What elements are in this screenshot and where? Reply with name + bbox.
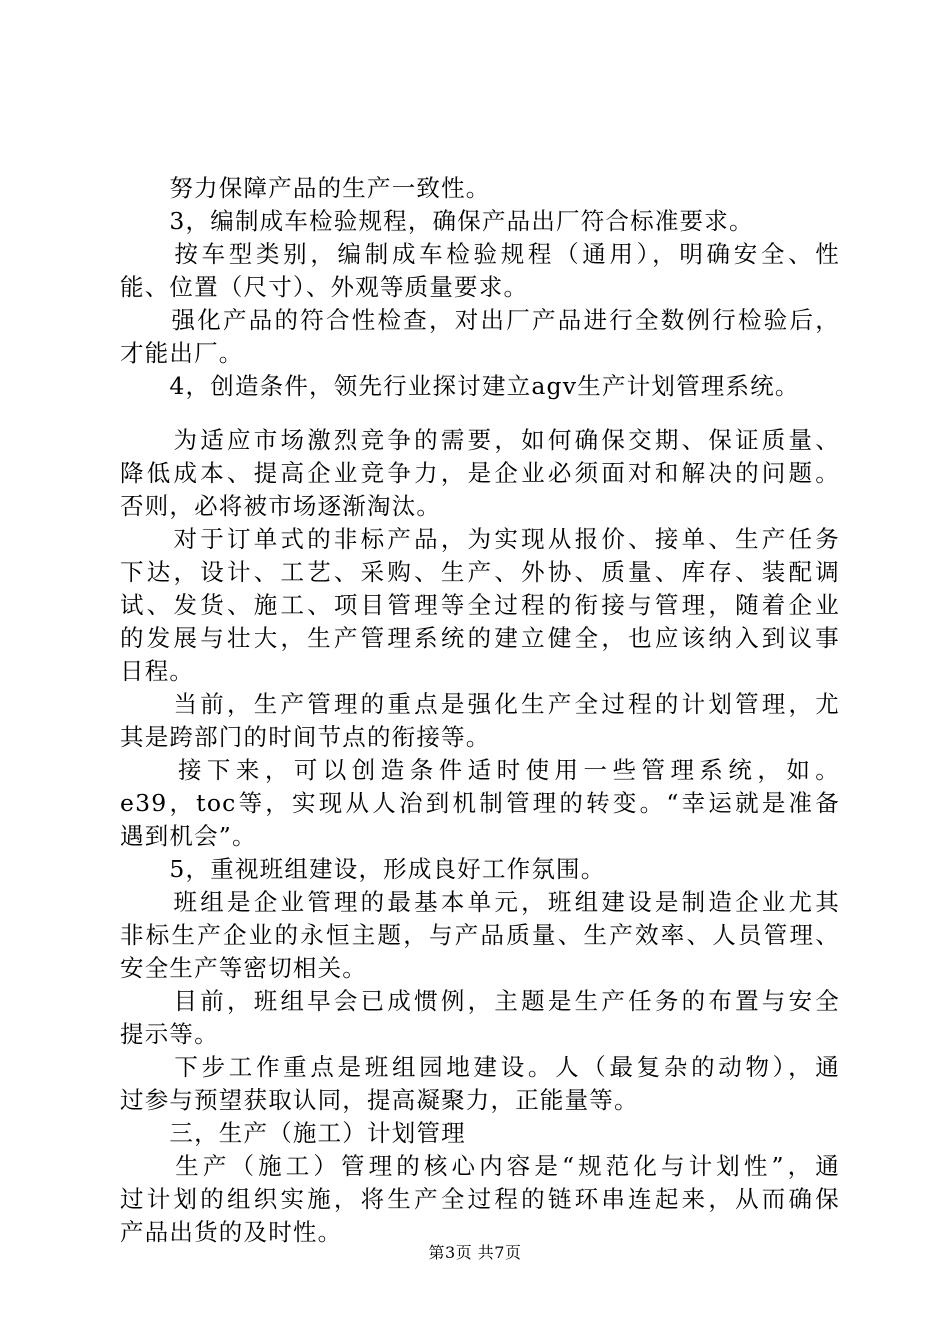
text-line: 4，创造条件，领先行业探讨建立agv生产计划管理系统。 <box>120 372 800 400</box>
text-line: 试、发货、施工、项目管理等全过程的衔接与管理，随着企业 <box>120 591 840 619</box>
text-line: 提示等。 <box>120 1020 219 1048</box>
text-line: e39，toc等，实现从人治到机制管理的转变。“幸运就是准备 <box>120 789 840 817</box>
text-line: 当前，生产管理的重点是强化生产全过程的计划管理，尤 <box>120 690 840 718</box>
text-line: 能、位置（尺寸）、外观等质量要求。 <box>120 273 529 301</box>
text-line: 其是跨部门的时间节点的衔接等。 <box>120 723 491 751</box>
text-line: 对于订单式的非标产品，为实现从报价、接单、生产任务 <box>120 525 840 553</box>
text-line: 非标生产企业的永恒主题，与产品质量、生产效率、人员管理、 <box>120 921 840 949</box>
text-line: 下达，设计、工艺、采购、生产、外协、质量、库存、装配调 <box>120 558 840 586</box>
text-line: 按车型类别，编制成车检验规程（通用），明确安全、性 <box>120 240 840 268</box>
text-line: 目前，班组早会已成惯例，主题是生产任务的布置与安全 <box>120 987 840 1015</box>
text-line: 安全生产等密切相关。 <box>120 954 367 982</box>
text-line: 日程。 <box>120 657 195 685</box>
text-line: 班组是企业管理的最基本单元，班组建设是制造企业尤其 <box>120 888 840 916</box>
text-line: 3，编制成车检验规程，确保产品出厂符合标准要求。 <box>120 207 754 235</box>
text-line: 5，重视班组建设，形成良好工作氛围。 <box>120 855 606 883</box>
text-line: 生产（施工）管理的核心内容是“规范化与计划性”，通 <box>120 1152 840 1180</box>
text-line: 过参与预望获取认同，提高凝聚力，正能量等。 <box>120 1086 639 1114</box>
text-line: 接下来，可以创造条件适时使用一些管理系统，如。 <box>120 756 840 784</box>
section-heading: 三，生产（施工）计划管理 <box>120 1119 466 1147</box>
text-line: 下步工作重点是班组园地建设。人（最复杂的动物），通 <box>120 1053 840 1081</box>
text-line: 降低成本、提高企业竞争力，是企业必须面对和解决的问题。 <box>120 459 840 487</box>
text-line: 产品出货的及时性。 <box>120 1218 343 1246</box>
text-line: 遇到机会”。 <box>120 822 257 850</box>
text-line: 否则，必将被市场逐渐淘汰。 <box>120 492 442 520</box>
text-line: 努力保障产品的生产一致性。 <box>120 174 491 202</box>
text-line: 为适应市场激烈竞争的需要，如何确保交期、保证质量、 <box>120 426 840 454</box>
text-line: 才能出厂。 <box>120 339 244 367</box>
text-line: 的发展与壮大，生产管理系统的建立健全，也应该纳入到议事 <box>120 624 840 652</box>
text-line: 强化产品的符合性检查，对出厂产品进行全数例行检验后， <box>120 306 840 334</box>
page-number-footer: 第3页 共7页 <box>428 1243 522 1262</box>
text-line: 过计划的组织实施，将生产全过程的链环串连起来，从而确保 <box>120 1185 840 1213</box>
